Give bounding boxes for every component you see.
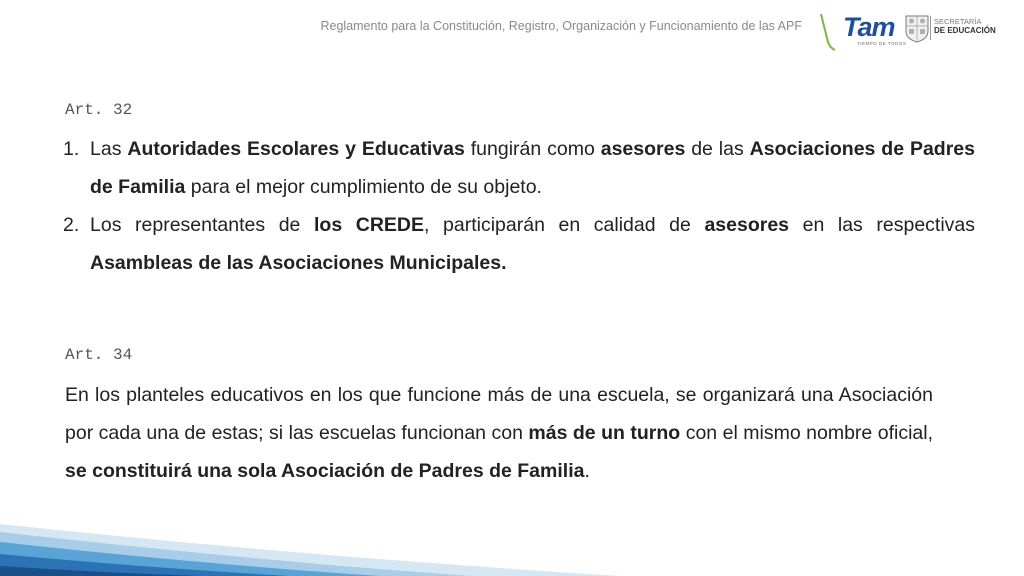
secretaria-logo-text [934, 17, 996, 35]
article-32-label: Art. 32 [65, 101, 133, 119]
list-item-text: Las Autoridades Escolares y Educativas fungirán como asesores de las Asociaciones de Padres de Familia para el mejor cumplimiento de su objeto. [90, 138, 976, 198]
tam-logo-text: Tam [843, 12, 895, 42]
logo-divider [930, 16, 931, 40]
article-32-list [63, 130, 975, 282]
secretaria-line1: SECRETARÍA [934, 17, 982, 26]
document-title: Reglamento para la Constitución, Registro, Organización y Funcionamiento de las APF [320, 19, 802, 33]
article-34-label: Art. 34 [65, 346, 133, 364]
list-item-number: 2. [63, 214, 80, 236]
tamaulipas-seal-icon [904, 13, 930, 43]
article-34-paragraph: En los planteles educativos en los que funcione más de una escuela, se organizará una Asociación por cada una de estas; si las escuelas funcionan con más de un turno con el mismo nombre oficial, se constituirá una sola Asociación de Padres de Familia. [65, 384, 933, 482]
list-item [63, 206, 975, 282]
list-item [63, 130, 975, 206]
tam-logo [843, 12, 905, 48]
list-item-text: Los representantes de los CREDE, participarán en calidad de asesores en las respectivas Asambleas de las Asociaciones Municipales. [90, 214, 976, 274]
list-item-number: 1. [63, 138, 80, 160]
secretaria-line2: DE EDUCACIÓN [934, 26, 996, 35]
green-slash-icon [818, 12, 838, 52]
tam-logo-subtext: TIEMPO DE TODOS [857, 41, 907, 46]
footer-decorative-waves [0, 516, 1024, 576]
